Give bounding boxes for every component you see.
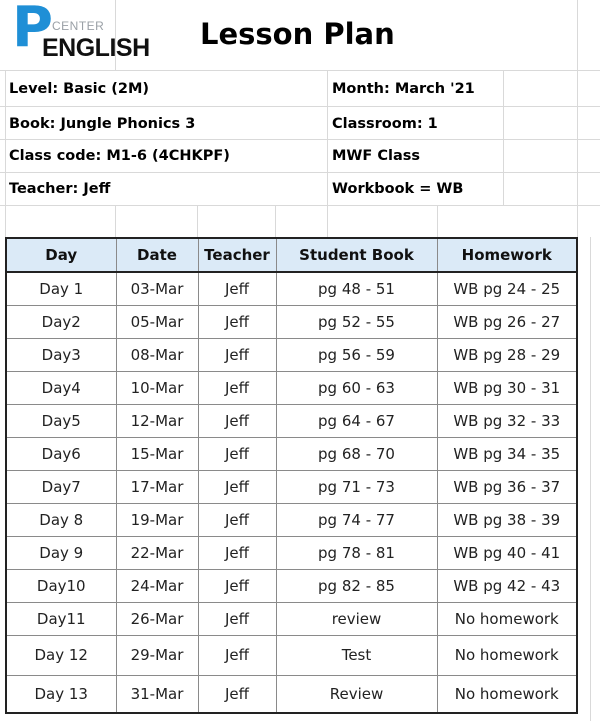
- info-month: Month: March '21: [332, 81, 475, 97]
- cell-teacher: Jeff: [198, 503, 276, 536]
- header-student-book: Student Book: [276, 238, 437, 272]
- cell-teacher: Jeff: [198, 404, 276, 437]
- cell-day: Day 1: [6, 272, 116, 305]
- cell-teacher: Jeff: [198, 635, 276, 675]
- cell-day: Day 8: [6, 503, 116, 536]
- cell-student-book: pg 74 - 77: [276, 503, 437, 536]
- logo-letter: P: [12, 0, 54, 60]
- cell-homework: No homework: [437, 675, 577, 713]
- cell-teacher: Jeff: [198, 675, 276, 713]
- info-classroom: Classroom: 1: [332, 116, 438, 132]
- cell-date: 31-Mar: [116, 675, 198, 713]
- cell-day: Day4: [6, 371, 116, 404]
- cell-student-book: pg 64 - 67: [276, 404, 437, 437]
- cell-day: Day10: [6, 569, 116, 602]
- cell-date: 10-Mar: [116, 371, 198, 404]
- cell-teacher: Jeff: [198, 371, 276, 404]
- cell-day: Day11: [6, 602, 116, 635]
- cell-teacher: Jeff: [198, 536, 276, 569]
- cell-day: Day 12: [6, 635, 116, 675]
- cell-teacher: Jeff: [198, 602, 276, 635]
- table-row: [6, 437, 577, 470]
- cell-day: Day5: [6, 404, 116, 437]
- header-teacher: Teacher: [198, 238, 276, 272]
- table-row: [6, 470, 577, 503]
- cell-day: Day 9: [6, 536, 116, 569]
- lesson-table: [5, 237, 578, 714]
- cell-homework: No homework: [437, 602, 577, 635]
- cell-student-book: review: [276, 602, 437, 635]
- page-title: Lesson Plan: [200, 17, 395, 51]
- cell-student-book: pg 68 - 70: [276, 437, 437, 470]
- cell-date: 29-Mar: [116, 635, 198, 675]
- cell-homework: WB pg 40 - 41: [437, 536, 577, 569]
- cell-teacher: Jeff: [198, 470, 276, 503]
- table-header-row: [6, 238, 577, 272]
- cell-date: 17-Mar: [116, 470, 198, 503]
- cell-student-book: Review: [276, 675, 437, 713]
- cell-student-book: pg 52 - 55: [276, 305, 437, 338]
- header-homework: Homework: [437, 238, 577, 272]
- cell-homework: WB pg 38 - 39: [437, 503, 577, 536]
- header-day: Day: [6, 238, 116, 272]
- table-row: [6, 272, 577, 305]
- cell-date: 05-Mar: [116, 305, 198, 338]
- cell-teacher: Jeff: [198, 338, 276, 371]
- cell-student-book: Test: [276, 635, 437, 675]
- table-row: [6, 404, 577, 437]
- table-row: [6, 338, 577, 371]
- cell-day: Day3: [6, 338, 116, 371]
- cell-date: 12-Mar: [116, 404, 198, 437]
- cell-homework: WB pg 28 - 29: [437, 338, 577, 371]
- table-row: [6, 503, 577, 536]
- logo-sub-text: CENTER: [52, 19, 105, 33]
- cell-homework: WB pg 34 - 35: [437, 437, 577, 470]
- info-workbook: Workbook = WB: [332, 181, 464, 197]
- cell-day: Day7: [6, 470, 116, 503]
- info-level: Level: Basic (2M): [9, 81, 150, 97]
- cell-homework: WB pg 32 - 33: [437, 404, 577, 437]
- cell-student-book: pg 82 - 85: [276, 569, 437, 602]
- cell-date: 26-Mar: [116, 602, 198, 635]
- cell-student-book: pg 78 - 81: [276, 536, 437, 569]
- cell-teacher: Jeff: [198, 272, 276, 305]
- cell-homework: WB pg 36 - 37: [437, 470, 577, 503]
- cell-teacher: Jeff: [198, 437, 276, 470]
- info-class-days: MWF Class: [332, 148, 421, 164]
- cell-homework: WB pg 30 - 31: [437, 371, 577, 404]
- cell-day: Day6: [6, 437, 116, 470]
- cell-teacher: Jeff: [198, 305, 276, 338]
- cell-teacher: Jeff: [198, 569, 276, 602]
- table-row: [6, 305, 577, 338]
- cell-homework: No homework: [437, 635, 577, 675]
- cell-homework: WB pg 42 - 43: [437, 569, 577, 602]
- cell-homework: WB pg 24 - 25: [437, 272, 577, 305]
- cell-day: Day 13: [6, 675, 116, 713]
- info-class-code: Class code: M1-6 (4CHKPF): [9, 148, 230, 164]
- cell-homework: WB pg 26 - 27: [437, 305, 577, 338]
- cell-student-book: pg 71 - 73: [276, 470, 437, 503]
- logo-main-text: ENGLISH: [42, 34, 150, 62]
- cell-day: Day2: [6, 305, 116, 338]
- cell-date: 15-Mar: [116, 437, 198, 470]
- table-row: [6, 675, 577, 713]
- cell-student-book: pg 60 - 63: [276, 371, 437, 404]
- info-book: Book: Jungle Phonics 3: [9, 116, 196, 132]
- table-row: [6, 569, 577, 602]
- table-row: [6, 635, 577, 675]
- cell-date: 08-Mar: [116, 338, 198, 371]
- cell-date: 03-Mar: [116, 272, 198, 305]
- header-date: Date: [116, 238, 198, 272]
- cell-date: 24-Mar: [116, 569, 198, 602]
- table-row: [6, 371, 577, 404]
- cell-date: 22-Mar: [116, 536, 198, 569]
- info-teacher: Teacher: Jeff: [9, 181, 111, 197]
- cell-student-book: pg 48 - 51: [276, 272, 437, 305]
- english-center-logo: [12, 0, 150, 64]
- table-row: [6, 602, 577, 635]
- cell-student-book: pg 56 - 59: [276, 338, 437, 371]
- table-row: [6, 536, 577, 569]
- cell-date: 19-Mar: [116, 503, 198, 536]
